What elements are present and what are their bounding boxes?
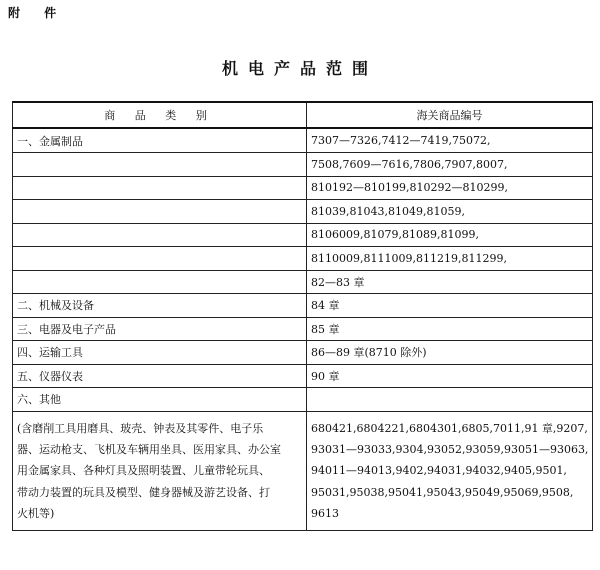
category-cell <box>13 200 307 224</box>
category-cell: 五、仪器仪表 <box>13 364 307 388</box>
table-row <box>13 294 593 318</box>
code-cell: 84 章 <box>307 294 593 318</box>
table-row <box>13 200 593 224</box>
description-line: (含磨削工具用磨具、玻壳、钟表及其零件、电子乐 <box>17 421 264 435</box>
description-line: 器、运动枪支、飞机及车辆用坐具、医用家具、办公室 <box>17 442 281 456</box>
code-cell: 90 章 <box>307 364 593 388</box>
code-line: 9613 <box>311 507 339 521</box>
category-cell: 一、金属制品 <box>13 128 307 153</box>
category-cell: 六、其他 <box>13 388 307 412</box>
category-cell <box>13 223 307 247</box>
code-line: 680421,6804221,6804301,6805,7011,91 章,9207, <box>311 421 588 435</box>
table-row <box>13 223 593 247</box>
code-cell: 82—83 章 <box>307 270 593 294</box>
code-cell: 81039,81043,81049,81059, <box>307 200 593 224</box>
category-cell: 三、电器及电子产品 <box>13 317 307 341</box>
page-title: 机电产品范围 <box>221 59 378 78</box>
code-cell: 7307—7326,7412—7419,75072, <box>307 128 593 153</box>
attachment-label: 附 件 <box>8 6 67 20</box>
code-line: 95031,95038,95041,95043,95049,95069,9508, <box>311 485 574 499</box>
other-description-cell <box>13 411 307 531</box>
table-header-row <box>13 102 593 128</box>
category-cell <box>13 153 307 177</box>
category-cell <box>13 176 307 200</box>
description-line: 带动力装置的玩具及模型、健身器械及游艺设备、打 <box>17 485 270 499</box>
table-row <box>13 411 593 531</box>
header-customs-code: 海关商品编号 <box>307 102 593 128</box>
table-row <box>13 341 593 365</box>
category-cell <box>13 270 307 294</box>
code-cell: 8110009,8111009,811219,811299, <box>307 247 593 271</box>
description-line: 火机等) <box>17 507 55 521</box>
category-cell: 四、运输工具 <box>13 341 307 365</box>
table-row <box>13 317 593 341</box>
code-cell: 86—89 章(8710 除外) <box>307 341 593 365</box>
code-line: 93031—93033,9304,93052,93059,93051—93063, <box>311 442 589 456</box>
code-cell <box>307 388 593 412</box>
code-cell: 8106009,81079,81089,81099, <box>307 223 593 247</box>
code-cell: 85 章 <box>307 317 593 341</box>
code-cell: 7508,7609—7616,7806,7907,8007, <box>307 153 593 177</box>
product-scope-table <box>12 101 593 531</box>
table-row <box>13 388 593 412</box>
table-row <box>13 364 593 388</box>
category-cell <box>13 247 307 271</box>
table-row <box>13 247 593 271</box>
table-row <box>13 153 593 177</box>
other-code-cell <box>307 411 593 531</box>
table-row <box>13 128 593 153</box>
header-category: 商 品 类 别 <box>13 102 307 128</box>
table-row <box>13 270 593 294</box>
code-line: 94011—94013,9402,94031,94032,9405,9501, <box>311 464 567 478</box>
table-row <box>13 176 593 200</box>
code-cell: 810192—810199,810292—810299, <box>307 176 593 200</box>
description-line: 用金属家具、各种灯具及照明装置、儿童带轮玩具、 <box>17 464 270 478</box>
category-cell: 二、机械及设备 <box>13 294 307 318</box>
